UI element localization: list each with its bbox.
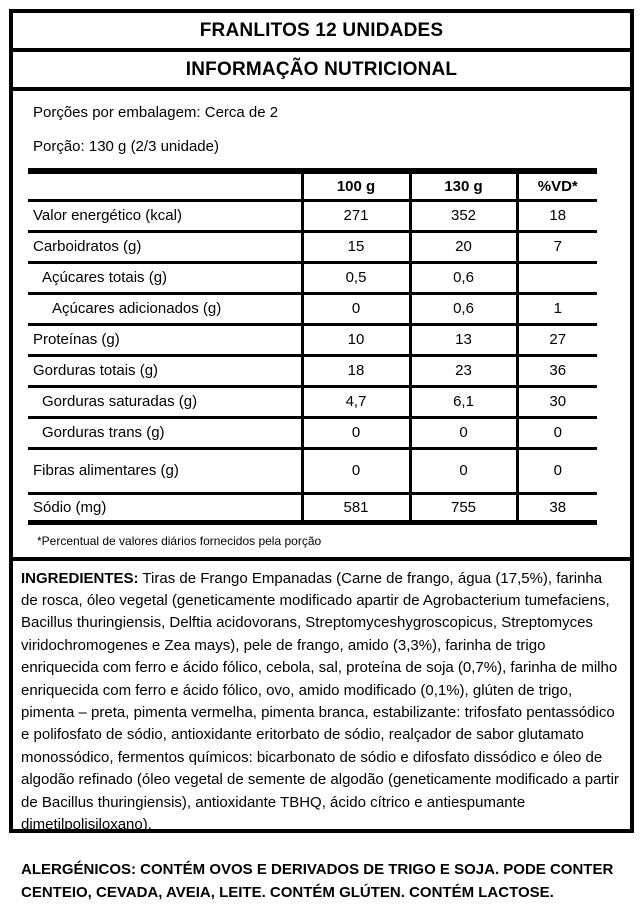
nutrition-title-bar: [13, 52, 630, 91]
value-100g: 0: [302, 417, 410, 448]
column-header-130g: 130 g: [410, 171, 517, 200]
nutrient-label: Valor energético (kcal): [28, 200, 302, 231]
value-100g: 10: [302, 324, 410, 355]
table-row-total-sugars: [28, 262, 597, 293]
value-100g: 4,7: [302, 386, 410, 417]
nutrition-section-title: INFORMAÇÃO NUTRICIONAL: [186, 59, 457, 80]
serving-size: Porção: 130 g (2/3 unidade): [33, 138, 617, 155]
value-100g: 581: [302, 493, 410, 522]
value-130g: 0: [410, 448, 517, 493]
nutrient-label: Gorduras trans (g): [28, 417, 302, 448]
value-130g: 352: [410, 200, 517, 231]
value-130g: 20: [410, 231, 517, 262]
value-100g: 18: [302, 355, 410, 386]
value-vd: 7: [517, 231, 597, 262]
nutrient-label: Proteínas (g): [28, 324, 302, 355]
value-vd: 1: [517, 293, 597, 324]
value-100g: 271: [302, 200, 410, 231]
table-row-energy: [28, 200, 597, 231]
nutrient-label: Sódio (mg): [28, 493, 302, 522]
table-row-saturated-fat: [28, 386, 597, 417]
nutrient-label: Açúcares totais (g): [28, 262, 302, 293]
product-title: FRANLITOS 12 UNIDADES: [200, 20, 444, 41]
value-vd: 0: [517, 417, 597, 448]
value-130g: 13: [410, 324, 517, 355]
table-header-row: [28, 171, 597, 200]
ingredients-text: Tiras de Frango Empanadas (Carne de frango, água (17,5%), farinha de rosca, óleo vegetal (geneticamente modificado apartir de Agrobacterium tumefaciens, Bacillus thuringiensis, Delftia acidovorans, Streptomyceshygroscopicus, Streptomyces viridochromogenes e Zea mays), pele de frango, amido (3,3%), farinha de trigo enriquecida com ferro e ácido fólico, cebola, sal, proteína de soja (0,7%), farinha de milho enriquecida com ferro e ácido fólico, ovo, amido modificado (0,1%), glúten de trigo, pimenta – preta, pimenta vermelha, pimenta branca, estabilizante: trifosfato pentassódico e polifosfato de sódio, antioxidante eritorbato de sódio, realçador de sabor glutamato monossódico, fermentos químicos: bicarbonato de sódio e difosfato dissódico e óleo de algodão refinado (óleo vegetal de semente de algodão (geneticamente modificado a partir de Bacillus thuringiensis), antioxidante TBHQ, ácido cítrico e antiespumante dimetilpolisiloxano).: [21, 570, 619, 833]
daily-values-footnote: *Percentual de valores diários fornecidos pela porção: [37, 534, 617, 548]
ingredients-paragraph: [21, 568, 621, 837]
table-row-total-fat: [28, 355, 597, 386]
value-100g: 15: [302, 231, 410, 262]
servings-per-package: Porções por embalagem: Cerca de 2: [33, 104, 617, 121]
table-row-added-sugars: [28, 293, 597, 324]
value-130g: 0: [410, 417, 517, 448]
value-130g: 23: [410, 355, 517, 386]
ingredients-label: INGREDIENTES:: [21, 570, 139, 587]
table-row-trans-fat: [28, 417, 597, 448]
table-row-sodium: [28, 493, 597, 522]
column-header-vd: %VD*: [517, 171, 597, 200]
label-frame: [9, 9, 634, 833]
nutrient-label: Carboidratos (g): [28, 231, 302, 262]
nutrition-facts-section: [13, 91, 630, 561]
ingredients-section: [13, 561, 630, 904]
value-100g: 0: [302, 448, 410, 493]
nutrient-label: Gorduras totais (g): [28, 355, 302, 386]
value-vd: [517, 262, 597, 293]
nutrient-label: Gorduras saturadas (g): [28, 386, 302, 417]
nutrient-label: Fibras alimentares (g): [28, 448, 302, 493]
nutrition-table: [28, 168, 597, 525]
value-vd: 30: [517, 386, 597, 417]
table-row-protein: [28, 324, 597, 355]
value-130g: 6,1: [410, 386, 517, 417]
table-row-fiber: [28, 448, 597, 493]
value-130g: 0,6: [410, 262, 517, 293]
column-header-100g: 100 g: [302, 171, 410, 200]
product-title-bar: [13, 13, 630, 52]
value-vd: 18: [517, 200, 597, 231]
value-130g: 0,6: [410, 293, 517, 324]
value-100g: 0: [302, 293, 410, 324]
nutrient-column-header: [28, 171, 302, 200]
value-vd: 0: [517, 448, 597, 493]
value-130g: 755: [410, 493, 517, 522]
nutrient-label: Açúcares adicionados (g): [28, 293, 302, 324]
value-vd: 38: [517, 493, 597, 522]
allergens-text: CONTÉM OVOS E DERIVADOS DE TRIGO E SOJA. PODE CONTER CENTEIO, CEVADA, AVEIA, LEITE. CONTÉM GLÚTEN. CONTÉM LACTOSE.: [21, 861, 613, 901]
value-100g: 0,5: [302, 262, 410, 293]
value-vd: 27: [517, 324, 597, 355]
allergens-paragraph: [21, 858, 621, 904]
table-row-carbs: [28, 231, 597, 262]
value-vd: 36: [517, 355, 597, 386]
allergens-label: ALERGÉNICOS:: [21, 861, 136, 878]
